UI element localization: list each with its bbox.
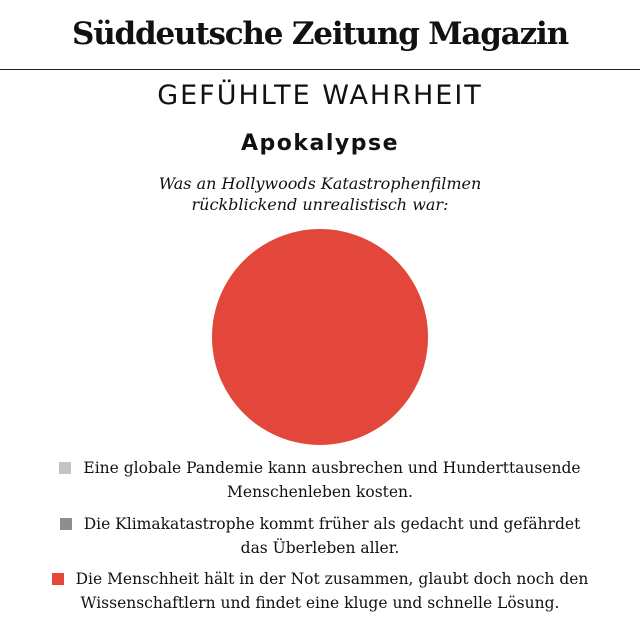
legend-swatch-humanity (52, 573, 64, 585)
pie-slice-humanity (212, 229, 428, 445)
legend-item-climate (0, 512, 640, 560)
chart-subtitle-line-2: rückblickend unrealistisch war: (191, 195, 449, 214)
legend-label-humanity-1: Die Menschheit hält in der Not zusammen, glaubt doch noch den (75, 570, 589, 588)
legend-label-pandemic-2: Menschenleben kosten. (227, 483, 413, 501)
chart-kicker: GEFÜHLTE WAHRHEIT (157, 80, 483, 111)
chart-subtitle-line-1: Was an Hollywoods Katastrophenfilmen (158, 174, 482, 193)
chart-title: Apokalypse (240, 131, 399, 156)
chart-subtitle (0, 173, 640, 215)
legend-label-climate-1: Die Klimakatastrophe kommt früher als gedacht und gefährdet (83, 515, 581, 533)
legend-label-climate-2: das Überleben aller. (240, 539, 400, 557)
legend-item-line (0, 456, 640, 480)
pie-chart (190, 215, 450, 460)
legend-swatch-climate (60, 518, 72, 530)
legend-item-pandemic (0, 456, 640, 504)
legend-label-humanity-2: Wissenschaftlern und findet eine kluge und schnelle Lösung. (80, 594, 560, 612)
masthead (0, 0, 640, 70)
legend-label-pandemic-1: Eine globale Pandemie kann ausbrechen und Hunderttausende (83, 459, 581, 477)
legend-item-humanity (0, 567, 640, 615)
legend-item-line (0, 512, 640, 536)
legend-item-line (0, 567, 640, 591)
masthead-logo: Süddeutsche Zeitung Magazin (72, 15, 568, 52)
legend-swatch-pandemic (59, 462, 71, 474)
